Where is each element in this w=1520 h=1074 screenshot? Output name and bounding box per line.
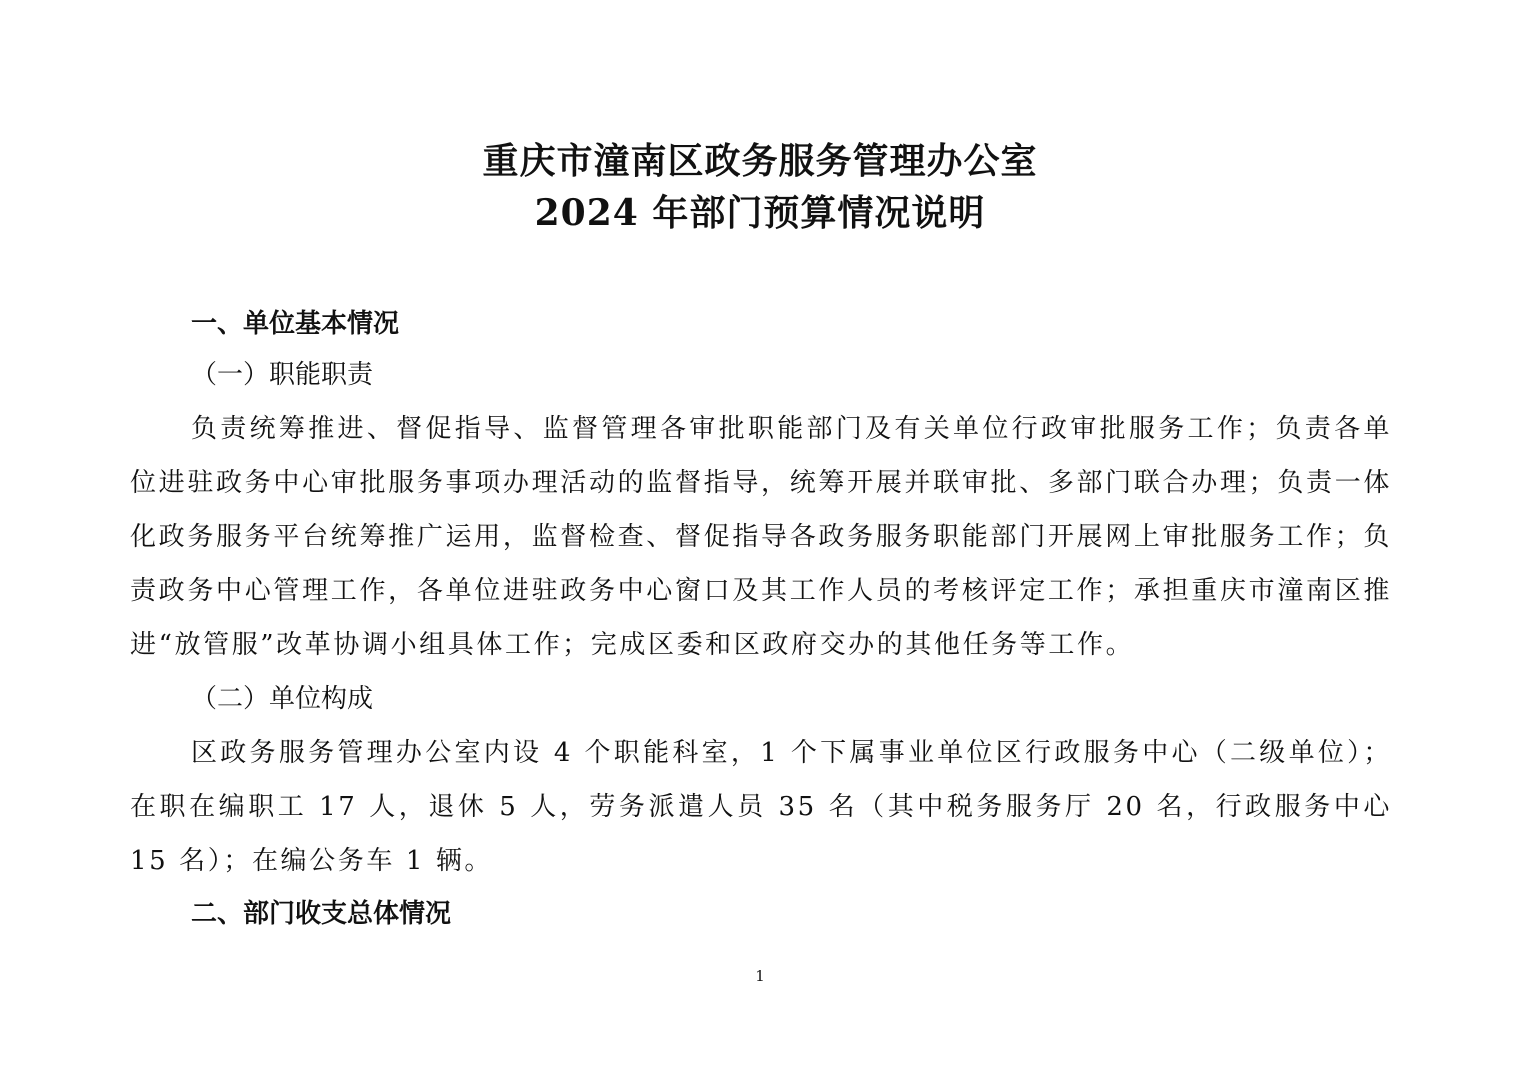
paragraph-functions: 负责统筹推进、督促指导、监督管理各审批职能部门及有关单位行政审批服务工作；负责各单位进驻政务中心审批服务事项办理活动的监督指导，统筹开展并联审批、多部门联合办理；负责一体化政务服务平台统筹推广运用，监督检查、督促指导各政务服务职能部门开展网上审批服务工作；负责政务中心管理工作，各单位进驻政务中心窗口及其工作人员的考核评定工作；承担重庆市潼南区推进“放管服”改革协调小组具体工作；完成区委和区政府交办的其他任务等工作。 <box>130 414 1392 660</box>
section-heading-budget-overview: 二、部门收支总体情况 <box>191 899 452 929</box>
document-title <box>0 135 1520 239</box>
section-heading-basic-info: 一、单位基本情况 <box>191 309 400 339</box>
page-number: 1 <box>755 967 765 985</box>
subsection-heading-functions: （一）职能职责 <box>191 360 374 390</box>
title-line-2: 2024 年部门预算情况说明 <box>534 192 986 234</box>
subsection-heading-composition: （二）单位构成 <box>191 684 374 714</box>
title-line-1: 重庆市潼南区政务服务管理办公室 <box>482 140 1038 182</box>
document-body <box>130 300 1392 938</box>
paragraph-composition: 区政务服务管理办公室内设 4 个职能科室，1 个下属事业单位区行政服务中心（二级单位）；在职在编职工 17 人，退休 5 人，劳务派遣人员 35 名（其中税务服务厅 20 名，行政服务中心 15 名）；在编公务车 1 辆。 <box>130 738 1392 876</box>
